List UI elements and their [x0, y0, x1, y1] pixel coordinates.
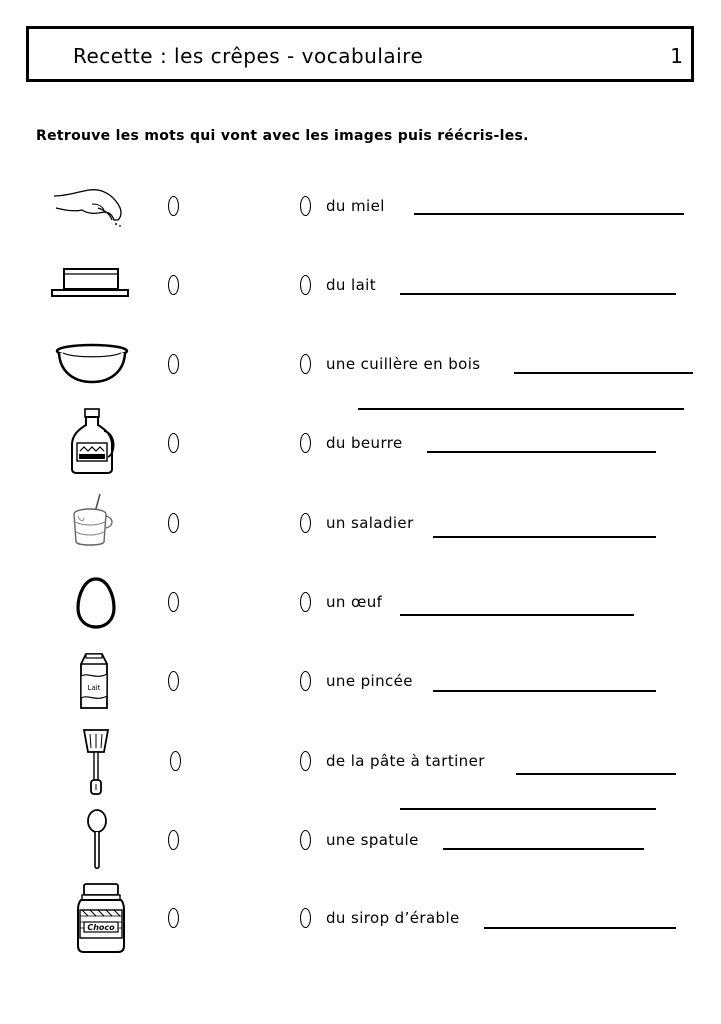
word-answer-oval[interactable]: [300, 196, 311, 216]
page-number: 1: [670, 44, 683, 68]
wooden-spoon-icon: [80, 808, 114, 876]
writing-line[interactable]: [427, 451, 656, 453]
title-box: [26, 26, 694, 82]
writing-line[interactable]: [400, 808, 656, 810]
word-answer-oval[interactable]: [300, 751, 311, 771]
word-answer-oval[interactable]: [300, 908, 311, 928]
picture-answer-oval[interactable]: [168, 513, 179, 533]
picture-answer-oval[interactable]: [170, 751, 181, 771]
picture-answer-oval[interactable]: [168, 592, 179, 612]
vocab-word: de la pâte à tartiner: [326, 752, 485, 770]
spread-jar-label: Choco: [87, 923, 115, 932]
spatula-icon: [76, 726, 116, 802]
honey-pot-icon: [70, 492, 120, 554]
vocab-word: du beurre: [326, 434, 403, 452]
egg-icon: [74, 576, 118, 634]
writing-line[interactable]: [400, 614, 634, 616]
picture-answer-oval[interactable]: [168, 433, 179, 453]
vocab-word: du lait: [326, 276, 377, 294]
butter-icon: [50, 266, 130, 304]
picture-answer-oval[interactable]: [168, 196, 179, 216]
picture-answer-oval[interactable]: [168, 830, 179, 850]
word-answer-oval[interactable]: [300, 275, 311, 295]
writing-line[interactable]: [443, 848, 644, 850]
picture-answer-oval[interactable]: [168, 908, 179, 928]
vocab-word: un saladier: [326, 514, 414, 532]
word-answer-oval[interactable]: [300, 433, 311, 453]
picture-answer-oval[interactable]: [168, 671, 179, 691]
milk-carton-label: Lait: [87, 684, 101, 692]
writing-line[interactable]: [433, 690, 656, 692]
spread-jar-icon: [76, 882, 128, 958]
pinch-hand-icon: [52, 180, 127, 232]
instruction-text: Retrouve les mots qui vont avec les images puis réécris-les.: [36, 128, 529, 144]
vocab-word: du miel: [326, 197, 385, 215]
vocab-word: un œuf: [326, 593, 383, 611]
word-answer-oval[interactable]: [300, 830, 311, 850]
milk-carton-icon: [76, 650, 112, 716]
writing-line[interactable]: [400, 293, 676, 295]
maple-syrup-bottle-icon: [68, 407, 120, 479]
writing-line[interactable]: [484, 927, 676, 929]
bowl-icon: [54, 342, 130, 390]
picture-answer-oval[interactable]: [168, 275, 179, 295]
vocab-word: une cuillère en bois: [326, 355, 481, 373]
writing-line[interactable]: [516, 773, 676, 775]
writing-line[interactable]: [514, 372, 693, 374]
word-answer-oval[interactable]: [300, 592, 311, 612]
word-answer-oval[interactable]: [300, 354, 311, 374]
vocab-word: du sirop d’érable: [326, 909, 460, 927]
vocab-word: une pincée: [326, 672, 413, 690]
writing-line[interactable]: [414, 213, 684, 215]
word-answer-oval[interactable]: [300, 513, 311, 533]
picture-answer-oval[interactable]: [168, 354, 179, 374]
writing-line[interactable]: [433, 536, 656, 538]
page-title: Recette : les crêpes - vocabulaire: [73, 44, 424, 68]
vocab-word: une spatule: [326, 831, 419, 849]
word-answer-oval[interactable]: [300, 671, 311, 691]
writing-line[interactable]: [358, 408, 684, 410]
